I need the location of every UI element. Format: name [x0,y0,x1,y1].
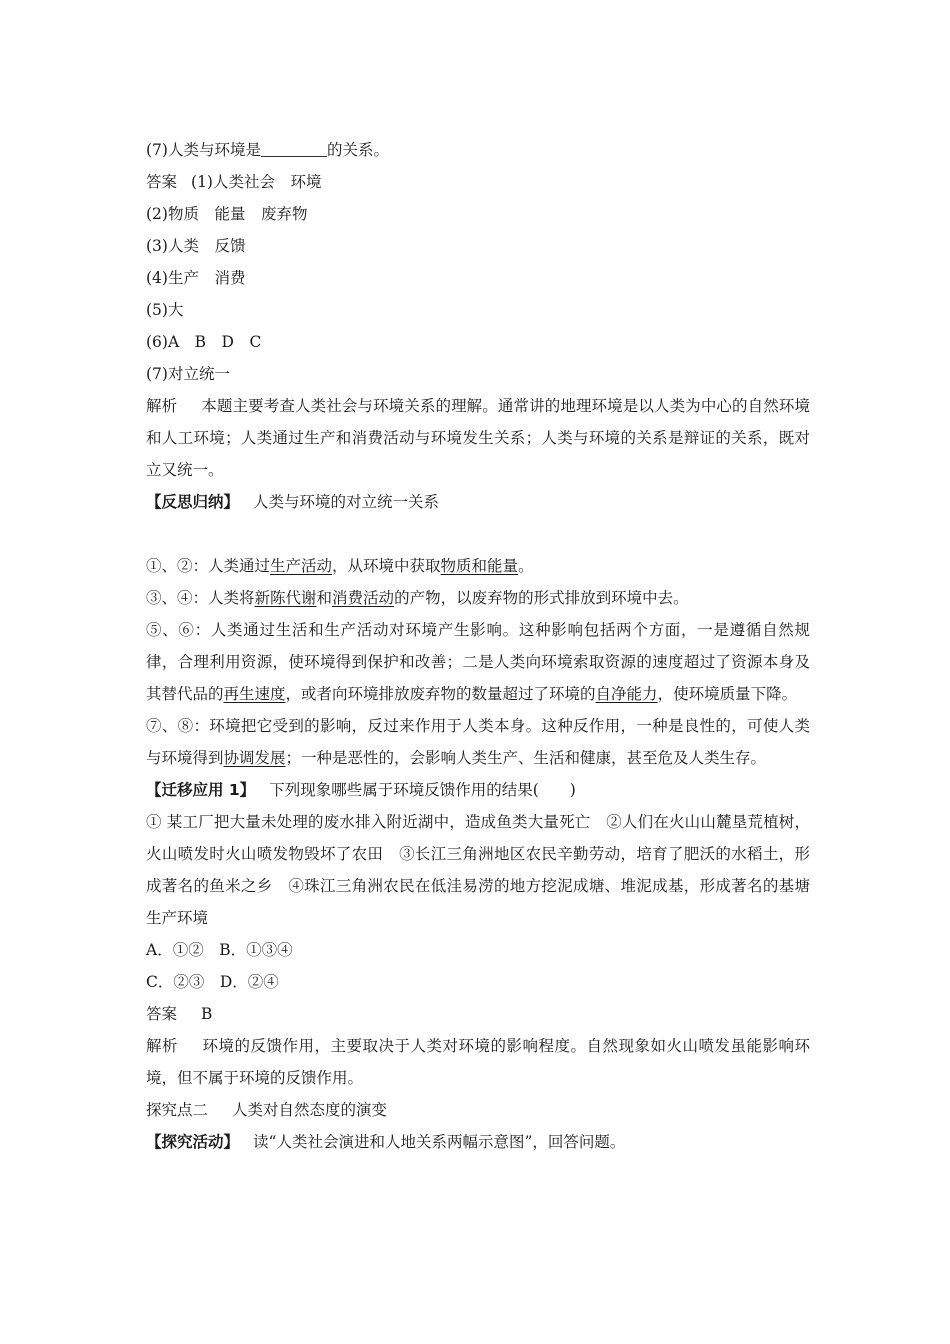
explanation-5-6: ⑤、⑥：人类通过生活和生产活动对环境产生影响。这种影响包括两个方面，一是遵循自然规律，合理利用资源，使环境得到保护和改善；二是人类向环境索取资源的速度超过了资源本身及其替代品的再生速度，或者向环境排放废弃物的数量超过了环境的自净能力，使环境质量下降。 [146,621,810,703]
analysis-label: 解析 [146,397,178,415]
answer-2-label: 答案 [146,1005,178,1023]
document-page [146,134,810,1158]
answer-2-value: B [201,1005,213,1023]
answer-label: 答案 [146,173,178,191]
choice-line-cd: C．②③ D．②④ [146,973,279,991]
reflection-heading [146,486,810,518]
reflection-title: 人类与环境的对立统一关系 [253,493,440,511]
answer-line-5: (5)大 [146,301,184,319]
answer-line-3: (3)人类 反馈 [146,237,246,255]
answer-2 [146,998,810,1030]
analysis-2-label: 解析 [146,1037,178,1055]
choice-line-ab: A．①② B．①③④ [146,941,293,959]
answer-blank [261,140,327,157]
analysis-paragraph-2: 解析 环境的反馈作用，主要取决于人类对环境的影响程度。自然现象如火山喷发虽能影响环境，但不属于环境的反馈作用。 [146,1037,810,1087]
answer-line-7: (7)对立统一 [146,365,230,383]
transfer-question-heading [146,774,810,806]
answer-line-2: (2)物质 能量 废弃物 [146,205,308,223]
answer-line-6: (6)A B D C [146,333,262,351]
transfer-options-text: ① 某工厂把大量未处理的废水排入附近湖中，造成鱼类大量死亡 ②人们在火山山麓垦荒植树，火山喷发时火山喷发物毁坏了农田 ③长江三角洲地区农民辛勤劳动，培育了肥沃的水稻土，形成著名的鱼米之乡 ④珠江三角洲农民在低洼易涝的地方挖泥成塘、堆泥成基，形成著名的基塘生产环境 [146,813,810,927]
reflection-tag: 【反思归纳】 [146,493,240,511]
transfer-question: 下列现象哪些属于环境反馈作用的结果( ) [269,781,576,799]
answer-line-4: (4)生产 消费 [146,269,246,287]
question-7: (7)人类与环境是 的关系。 [146,141,389,159]
explore-point-heading: 探究点二 人类对自然态度的演变 [146,1101,388,1119]
explore-activity-tag: 【探究活动】 [146,1133,240,1151]
answer-line-1: 答案 (1)人类社会 环境 [146,173,322,191]
explanation-7-8: ⑦、⑧：环境把它受到的影响，反过来作用于人类本身。这种反作用，一种是良性的，可使人类与环境得到协调发展；一种是恶性的，会影响人类生产、生活和健康，甚至危及人类生存。 [146,717,810,767]
analysis-paragraph-1: 解析 本题主要考查人类社会与环境关系的理解。通常讲的地理环境是以人类为中心的自然环境和人工环境；人类通过生产和消费活动与环境发生关系；人类与环境的关系是辩证的关系，既对立又统一。 [146,397,810,479]
explanation-3-4: ③、④：人类将新陈代谢和消费活动的产物，以废弃物的形式排放到环境中去。 [146,589,689,607]
transfer-tag: 【迁移应用 1】 [146,781,256,799]
explanation-1-2: ①、②：人类通过生产活动，从环境中获取物质和能量。 [146,557,534,575]
explore-activity-heading: 【探究活动】 读“人类社会演进和人地关系两幅示意图”，回答问题。 [146,1133,626,1151]
